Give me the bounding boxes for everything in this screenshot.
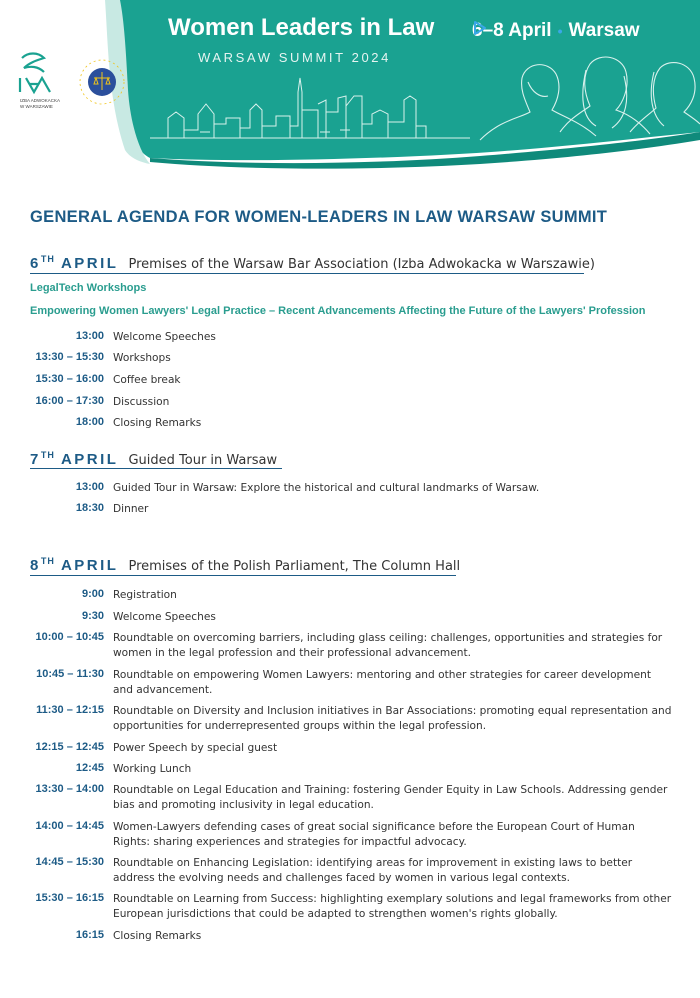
agenda-time: 13:00 [75,330,104,342]
agenda-time: 15:30 – 16:00 [35,373,104,385]
day-heading-7 [30,450,277,468]
agenda-time: 18:30 [75,502,104,514]
day-heading-6 [30,254,595,272]
agenda-desc: Guided Tour in Warsaw: Explore the historical and cultural landmarks of Warsaw. [113,482,540,494]
date-separator: • [557,23,563,39]
agenda-desc: Closing Remarks [113,930,202,942]
track-subtitle: Empowering Women Lawyers' Legal Practice – Recent Advancements Affecting the Future of the Lawyers' Profession [30,305,646,317]
agenda-time: 14:45 – 15:30 [35,856,104,868]
agenda-desc: Roundtable on Legal Education and Training: fostering Gender Equity in Law Schools. Addressing gender bias and promoting inclusivity in legal education. [113,784,668,811]
agenda-time: 10:45 – 11:30 [36,668,104,680]
agenda-time: 9:00 [81,588,104,600]
day-label: 6TH APRIL [30,254,119,272]
header-banner [0,0,700,172]
agenda-desc: Roundtable on empowering Women Lawyers: mentoring and other strategies for career development and advancement. [113,669,651,696]
day-location: Guided Tour in Warsaw [128,453,278,468]
agenda-time: 14:00 – 14:45 [35,820,104,832]
date-range: 6–8 April [472,20,552,41]
day-location: Premises of the Polish Parliament, The Column Hall [128,559,461,574]
svg-text:W WARSZAWIE: W WARSZAWIE [20,104,53,109]
agenda-time: 13:00 [75,481,104,493]
agenda-time: 16:15 [75,929,104,941]
agenda-desc: Closing Remarks [113,417,202,429]
svg-text:IZBA ADWOKACKA: IZBA ADWOKACKA [20,98,61,103]
agenda-desc: Welcome Speeches [113,331,216,343]
agenda-desc: Working Lunch [113,763,192,775]
agenda-desc: Power Speech by special guest [113,742,278,754]
day-underline [30,468,282,469]
logos [16,50,136,120]
agenda-desc: Coffee break [113,374,181,386]
day-underline [30,273,584,274]
agenda-desc: Dinner [113,503,149,515]
event-title: Women Leaders in Law [168,14,435,41]
day-location: Premises of the Warsaw Bar Association (Izba Adwokacka w Warszawie) [128,257,595,272]
agenda-desc: Workshops [113,352,171,364]
page-title: GENERAL AGENDA FOR WOMEN-LEADERS IN LAW WARSAW SUMMIT [30,208,608,226]
agenda-time: 12:15 – 12:45 [35,741,104,753]
agenda-time: 10:00 – 10:45 [35,631,104,643]
agenda-desc: Roundtable on overcoming barriers, including glass ceiling: challenges, opportunities and strategies for women in the legal profession and their professional advancement. [113,632,663,659]
track-title: LegalTech Workshops [30,282,147,294]
agenda-time: 16:00 – 17:30 [35,395,104,407]
agenda-desc: Roundtable on Learning from Success: highlighting exemplary solutions and legal frameworks from other European jurisdictions that could be adapted to strengthen women's rights globally. [113,893,672,920]
agenda-desc: Discussion [113,396,170,408]
agenda-time: 13:30 – 14:00 [35,783,104,795]
agenda-desc: Roundtable on Diversity and Inclusion initiatives in Bar Associations: promoting equal representation and opportunities for underrepresented groups within the legal profession. [113,705,672,732]
fbe-logo [80,60,124,104]
day-label: 8TH APRIL [30,556,119,574]
agenda-desc: Welcome Speeches [113,611,216,623]
day-label: 7TH APRIL [30,450,119,468]
agenda-time: 11:30 – 12:15 [36,704,104,716]
event-subtitle: WARSAW SUMMIT 2024 [198,50,391,65]
day-heading-8 [30,556,460,574]
agenda-time: 18:00 [75,416,104,428]
event-date [472,20,640,42]
agenda-time: 13:30 – 15:30 [35,351,104,363]
agenda-time: 12:45 [75,762,104,774]
agenda-desc: Roundtable on Enhancing Legislation: identifying areas for improvement in existing laws to better address the evolving needs and challenges faced by women in various legal contexts. [113,857,633,884]
agenda-time: 9:30 [81,610,104,622]
agenda-time: 15:30 – 16:15 [35,892,104,904]
bar-association-logo [16,50,136,120]
event-city: Warsaw [568,20,640,41]
play-icon [472,20,488,36]
agenda-desc: Women-Lawyers defending cases of great social significance before the European Court of Human Rights: sharing experiences and strategies for impactful advocacy. [113,821,635,848]
agenda-desc: Registration [113,589,177,601]
day-underline [30,575,456,576]
